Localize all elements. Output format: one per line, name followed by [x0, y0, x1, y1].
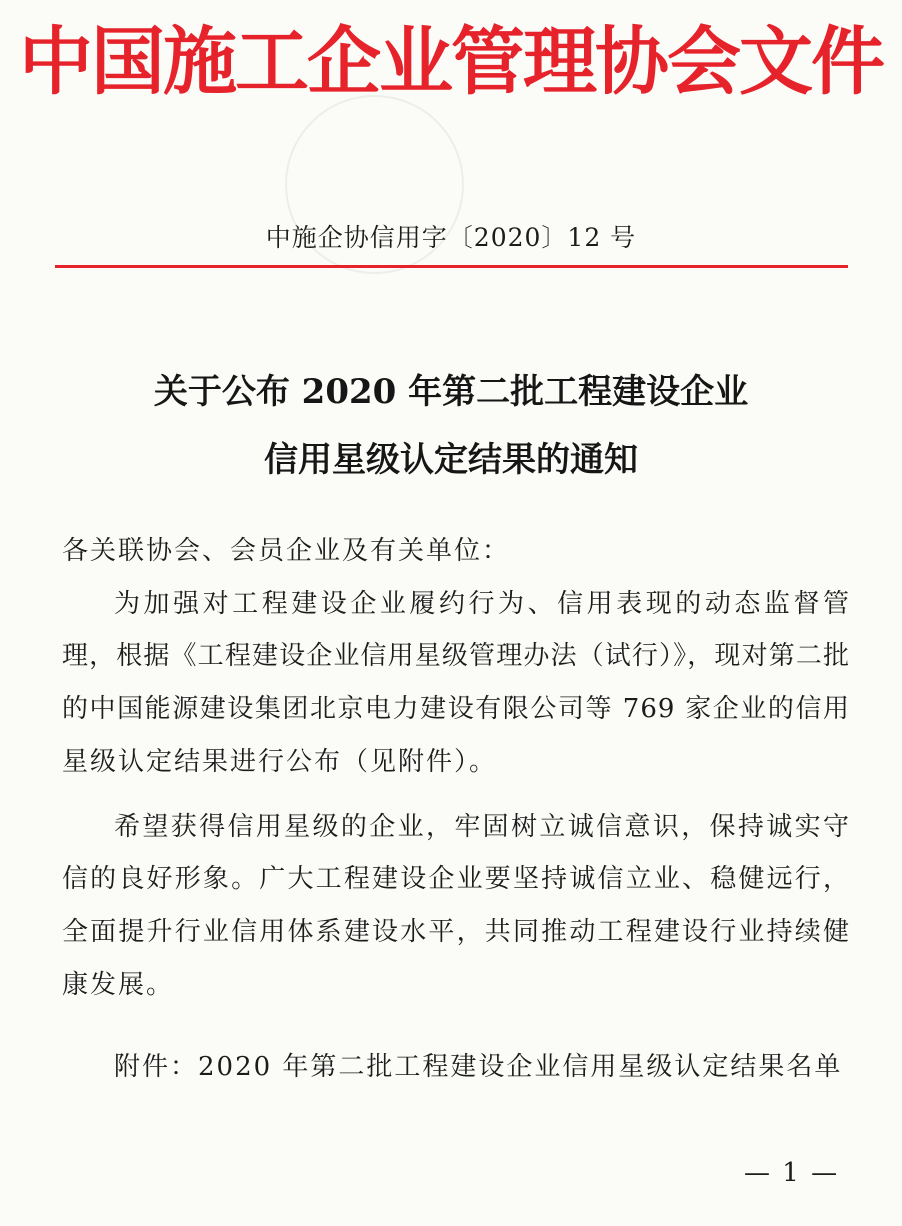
paragraph-1-line-2: 理，根据《工程建设企业信用星级管理办法（试行）》，现对第二批 [62, 641, 850, 671]
salutation: 各关联协会、会员企业及有关单位： [62, 536, 511, 566]
notice-title-line-2: 信用星级认定结果的通知 [264, 440, 638, 480]
paragraph-2-line-4: 康发展。 [62, 970, 175, 1000]
attachment-line: 附件：2020 年第二批工程建设企业信用星级认定结果名单 [114, 1052, 843, 1082]
paragraph-2-line-3: 全面提升行业信用体系建设水平，共同推动工程建设行业持续健 [62, 917, 850, 947]
red-divider-line [55, 265, 848, 268]
issuing-organization-header: 中国施工企业管理协会文件 [19, 19, 883, 105]
paragraph-1-line-4: 星级认定结果进行公布（见附件）。 [62, 747, 498, 777]
document-number: 中施企协信用字〔2020〕12 号 [265, 223, 637, 252]
page-number: — 1 — [744, 1158, 840, 1188]
paragraph-1-line-3: 的中国能源建设集团北京电力建设有限公司等 769 家企业的信用 [62, 694, 850, 724]
paragraph-2-line-1: 希望获得信用星级的企业，牢固树立诚信意识，保持诚实守 [114, 812, 850, 842]
paragraph-1-line-1: 为加强对工程建设企业履约行为、信用表现的动态监督管 [114, 589, 850, 619]
paragraph-2-line-2: 信的良好形象。广大工程建设企业要坚持诚信立业、稳健远行， [62, 864, 850, 894]
notice-title-line-1: 关于公布 2020 年第二批工程建设企业 [153, 372, 749, 412]
